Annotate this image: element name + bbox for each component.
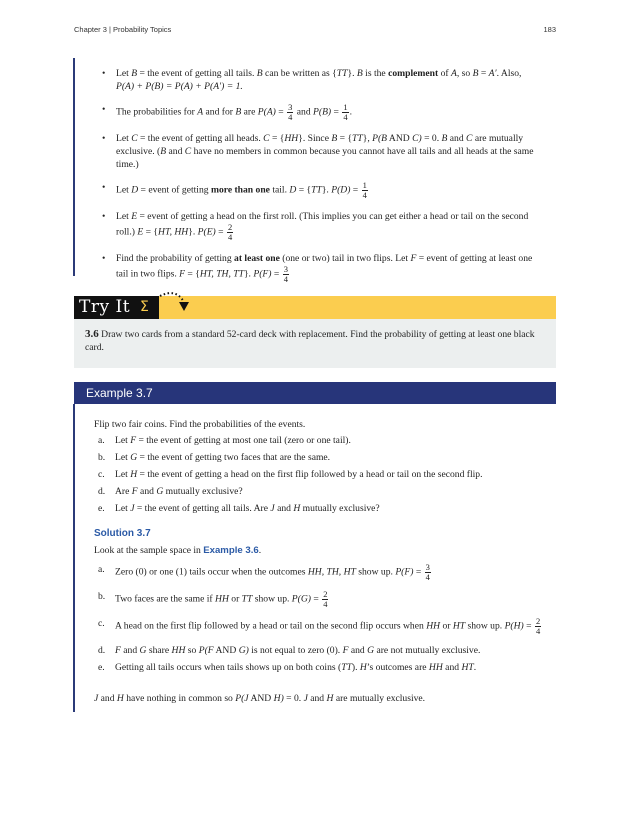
solution-conclusion: J and H have nothing in common so P(J AND H) = 0. J and H are mutually exclusive.	[94, 693, 426, 704]
fraction: $\frac{3}{4}$	[425, 562, 430, 582]
page-number: 183	[543, 25, 556, 34]
bullet-item: • The probabilities for A and for B are P(A) = $\frac{3}{4}$ and P(B) = $\frac{1}{4}$ .	[100, 103, 540, 122]
fraction: $\frac{2}{4}$	[227, 222, 233, 242]
sigma-icon: Σ	[140, 299, 149, 315]
bullet-item: • Let D = event of getting more than one tail. D = {TT}. P(D) = $\frac{1}{4}$	[100, 181, 540, 200]
bullet-item: • Let B = the event of getting all tails. B can be written as {TT}. B is the complement of A, so B = A′. Also, P(A) + P(B) = P(A) + P(A′) = 1.	[100, 67, 540, 93]
list-item: e. Getting all tails occurs when tails shows up on both coins (TT). H’s outcomes are HH and HT.	[98, 662, 477, 673]
list-item: a. Let F = the event of getting at most one tail (zero or one tail).	[98, 435, 351, 446]
try-it-exercise	[85, 328, 547, 354]
margin-rule	[73, 58, 75, 276]
list-item: b. Let G = the event of getting two faces that are the same.	[98, 452, 331, 463]
example-link[interactable]: Example 3.6	[203, 545, 259, 556]
fraction: $\frac{3}{4}$	[288, 102, 293, 122]
fraction: $\frac{2}{4}$	[535, 616, 541, 636]
example-list	[95, 434, 545, 519]
list-item: a. Zero (0) or one (1) tails occur when the outcomes HH, TH, HT show up. P(F) = $\frac{3}{4}$	[98, 562, 430, 582]
try-it-label: Try It	[79, 297, 131, 317]
bullet-item: • Let C = the event of getting all heads. C = {HH}. Since B = {TT}, P(B AND C) = 0. B and C are mutually exclusive. (B and C have no members in common because you cannot have all tails and all heads at the same time.)	[100, 132, 540, 171]
list-item: d. F and G share HH so P(F AND G) is not equal to zero (0). F and G are not mutually exclusive.	[98, 645, 481, 656]
exercise-number: 3.6	[85, 328, 99, 340]
bullet-list	[100, 67, 540, 294]
list-item: c. Let H = the event of getting a head on the first flip followed by a head or tail on the second flip.	[98, 469, 483, 480]
list-item: e. Let J = the event of getting all tails. Are J and H mutually exclusive?	[98, 503, 380, 514]
bullet-item: • Let E = event of getting a head on the first roll. (This implies you can get either a head or tail on the second roll.) E = {HT, HH}. P(E) = $\frac{2}{4}$	[100, 210, 540, 242]
bullet-item: • Find the probability of getting at least one (one or two) tail in two flips. Let F = event of getting at least one tail in two flips. F = {HT, TH, TT}. P(F) = $\frac{3}{4}$	[100, 252, 540, 284]
dotted-arrow-icon	[156, 288, 196, 318]
solution-list	[95, 563, 545, 678]
list-item: d. Are F and G mutually exclusive?	[98, 486, 243, 497]
solution-title: Solution 3.7	[94, 528, 151, 539]
solution-intro: Look at the sample space in Example 3.6.	[94, 545, 262, 556]
fraction: $\frac{1}{4}$	[343, 102, 348, 122]
fraction: $\frac{1}{4}$	[362, 180, 367, 200]
list-item: b. Two faces are the same if HH or TT show up. P(G) = $\frac{2}{4}$	[98, 589, 328, 609]
fraction: $\frac{3}{4}$	[283, 264, 288, 284]
margin-rule	[73, 404, 75, 712]
exercise-text: Draw two cards from a standard 52-card deck with replacement. Find the probability of getting at least one black card.	[85, 329, 535, 353]
list-item: c. A head on the first flip followed by a head or tail on the second flip occurs when HH or HT show up. P(H) = $\frac{2}{4}$	[98, 616, 541, 636]
example-title: Example 3.7	[86, 386, 153, 400]
example-intro: Flip two fair coins. Find the probabilities of the events.	[94, 419, 306, 430]
running-header-chapter: Chapter 3 | Probability Topics	[74, 25, 172, 34]
fraction: $\frac{2}{4}$	[323, 589, 328, 609]
